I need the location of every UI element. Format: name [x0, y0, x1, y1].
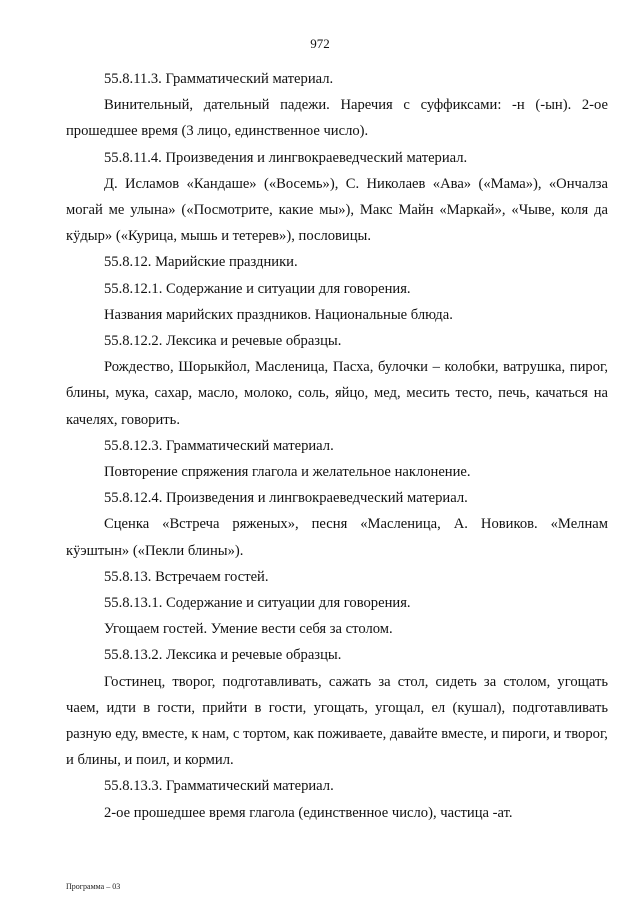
page-number: 972 [310, 36, 330, 51]
page-footer: Программа – 03 [66, 882, 121, 891]
paragraph-heading: 55.8.12.1. Содержание и ситуации для говорения. [104, 280, 411, 297]
paragraph-heading: 55.8.13.1. Содержание и ситуации для говорения. [104, 595, 411, 612]
paragraph-text: Д. Исламов «Кандаше» («Восемь»), С. Николаев «Ава» («Мама»), «Ончалза могай ме улына» («Посмотрите, какие мы»), Макс Майн «Маркай», «Чыве, коля да кӱдыр» («Курица, мышь и тетерев»), пословицы. [66, 175, 608, 245]
paragraph-text: Гостинец, творог, подготавливать, сажать за стол, сидеть за столом, угощать чаем, идти в гости, прийти в гости, угощать, угощал, ел (кушал), подготавливать разную еду, вместе, к нам, с тортом, как поживаете, давайте вместе, и пироги, и творог, [66, 673, 608, 743]
paragraph-text: Названия марийских праздников. Национальные блюда. [104, 306, 453, 323]
paragraph-heading: 55.8.12.3. Грамматический материал. [104, 437, 334, 454]
paragraph-heading: 55.8.13.3. Грамматический материал. [104, 778, 334, 795]
paragraph-text: Угощаем гостей. Умение вести себя за столом. [104, 621, 393, 638]
paragraph-heading: 55.8.11.3. Грамматический материал. [104, 71, 334, 87]
paragraph-heading: 55.8.12. Марийские праздники. [104, 254, 298, 271]
paragraph-heading: 55.8.12.2. Лексика и речевые образцы. [104, 333, 342, 350]
paragraph-heading: 55.8.11.4. Произведения и лингвокраеведческий материал. [104, 149, 468, 166]
paragraph-text: 2-ое прошедшее время глагола (единственное число), частица -ат. [104, 804, 513, 821]
paragraph-text: Сценка «Встреча ряженых», песня «Масленица, А. Новиков. «Мелнам кӱэштын» («Пекли блины»). [66, 516, 608, 559]
paragraph-text: Рождество, Шорыкйол, Масленица, Пасха, булочки – колобки, ватрушка, пирог, блины, мука, сахар, масло, молоко, соль, яйцо, мед, месить тесто, печь, качаться на качелях, говорить. [66, 359, 608, 428]
paragraph-text: Винительный, дательный падежи. Наречия с суффиксами: -н (-ын). 2-ое прошедшее время (3 лицо, единственное число). [66, 97, 608, 140]
paragraph-heading: 55.8.13.2. Лексика и речевые образцы. [104, 647, 342, 664]
paragraph-text: Повторение спряжения глагола и желательное наклонение. [104, 464, 471, 481]
paragraph-text: и блины, и поил, и кормил. [66, 752, 234, 769]
page-content [66, 66, 608, 826]
paragraph-heading: 55.8.13. Встречаем гостей. [104, 568, 269, 585]
paragraph-heading: 55.8.12.4. Произведения и лингвокраеведческий материал. [104, 490, 468, 507]
